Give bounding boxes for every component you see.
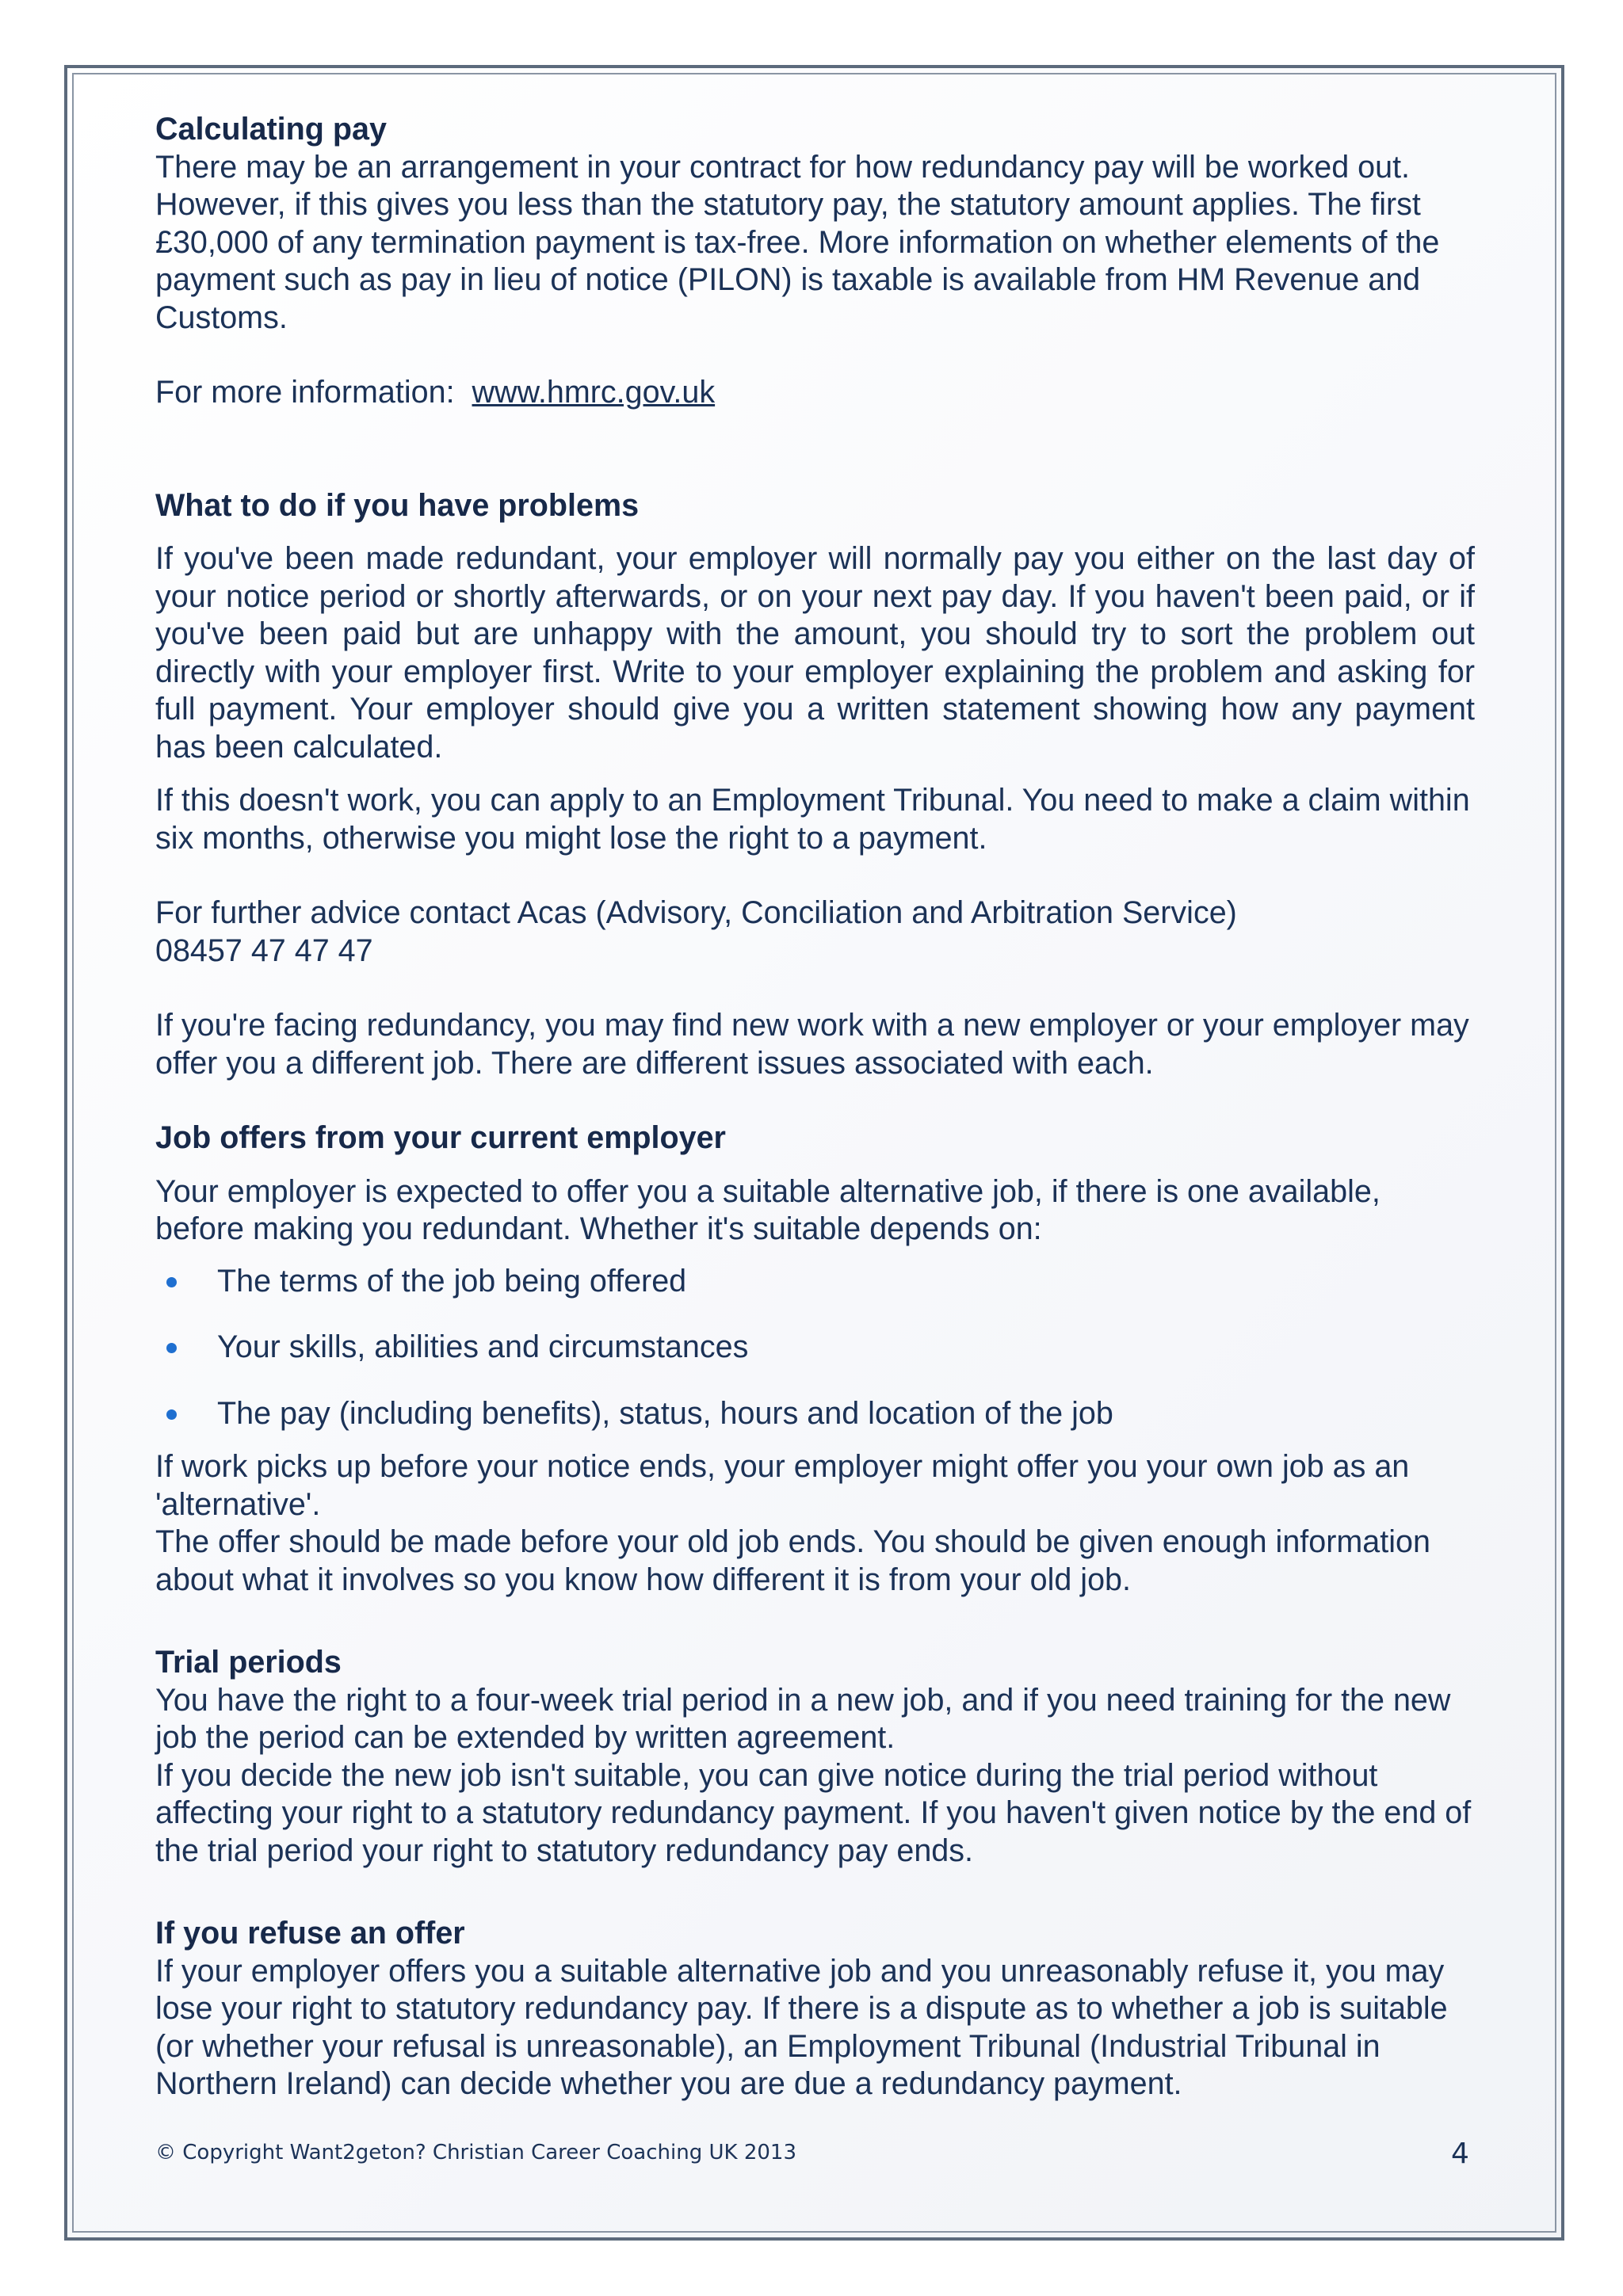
- calculating-pay-heading: Calculating pay: [155, 112, 387, 147]
- hmrc-link[interactable]: www.hmrc.gov.uk: [472, 375, 716, 410]
- bullet-icon: [166, 1277, 177, 1287]
- list-item: The terms of the job being offered: [155, 1263, 1475, 1301]
- problems-paragraph-1: If you've been made redundant, your employer will normally pay you either on the last day of your notice period or shortly afterwards, or on your next pay day. If you haven't been paid, or if you've been paid but are unhappy with the amount, you should try to sort the problem out directly with your employer first. Write to your employer explaining the problem and asking for full payment. Your employer should give you a written statement showing how any payment has been calculated.: [155, 541, 1475, 765]
- acas-phone: 08457 47 47 47: [155, 933, 373, 968]
- refuse-offer-heading: If you refuse an offer: [155, 1916, 465, 1951]
- job-offers-paragraph-2: The offer should be made before your old job ends. You should be given enough information about what it involves so you know how different it is from your old job.: [155, 1524, 1430, 1597]
- job-offers-intro: Your employer is expected to offer you a suitable alternative job, if there is one available, before making you redundant. Whether it's suitable depends on:: [155, 1173, 1381, 1246]
- list-item: Your skills, abilities and circumstances: [155, 1329, 1475, 1367]
- bullet-icon: [166, 1409, 177, 1420]
- trial-periods-paragraph-1: You have the right to a four-week trial period in a new job, and if you need training for the new job the period can be extended by written agreement.: [155, 1682, 1451, 1755]
- more-info-line: [155, 374, 1475, 412]
- document-body: [155, 111, 1475, 2103]
- bullet-icon: [166, 1343, 177, 1353]
- problems-paragraph-2: If this doesn't work, you can apply to an Employment Tribunal. You need to make a claim within six months, otherwise you might lose the right to a payment.: [155, 783, 1470, 856]
- more-info-label: For more information:: [155, 375, 455, 410]
- trial-periods-paragraph-2: If you decide the new job isn't suitable, you can give notice during the trial period without affecting your right to a statutory redundancy payment. If you haven't given notice by the end of the trial period your right to statutory redundancy pay ends.: [155, 1757, 1472, 1868]
- refuse-offer-paragraph: If your employer offers you a suitable alternative job and you unreasonably refuse it, you may lose your right to statutory redundancy pay. If there is a dispute as to whether a job is suitable (or whether your refusal is unreasonable), an Employment Tribunal (Industrial Tribunal in Northern Ireland) can decide whether you are due a redundancy payment.: [155, 1953, 1448, 2101]
- problems-heading: What to do if you have problems: [155, 487, 640, 523]
- calculating-pay-body: There may be an arrangement in your contract for how redundancy pay will be worked out. However, if this gives you less than the statutory pay, the statutory amount applies. The first £30,000 of any termination payment is tax-free. More information on whether elements of the payment such as pay in lieu of notice (PILON) is taxable is available from HM Revenue and Customs.: [155, 149, 1440, 335]
- facing-redundancy-paragraph: If you're facing redundancy, you may find new work with a new employer or your employer may offer you a different job. There are different issues associated with each.: [155, 1008, 1469, 1081]
- copyright-footer: © Copyright Want2geton? Christian Career Coaching UK 2013: [155, 2141, 796, 2164]
- job-offers-paragraph-1: If work picks up before your notice ends, your employer might offer you your own job as an 'alternative'.: [155, 1449, 1410, 1522]
- page-number: 4: [1451, 2138, 1469, 2170]
- trial-periods-heading: Trial periods: [155, 1645, 342, 1680]
- suitability-list: [155, 1263, 1475, 1433]
- job-offers-heading: Job offers from your current employer: [155, 1120, 726, 1155]
- list-item: The pay (including benefits), status, hours and location of the job: [155, 1395, 1475, 1433]
- acas-line: For further advice contact Acas (Advisory, Conciliation and Arbitration Service): [155, 895, 1237, 930]
